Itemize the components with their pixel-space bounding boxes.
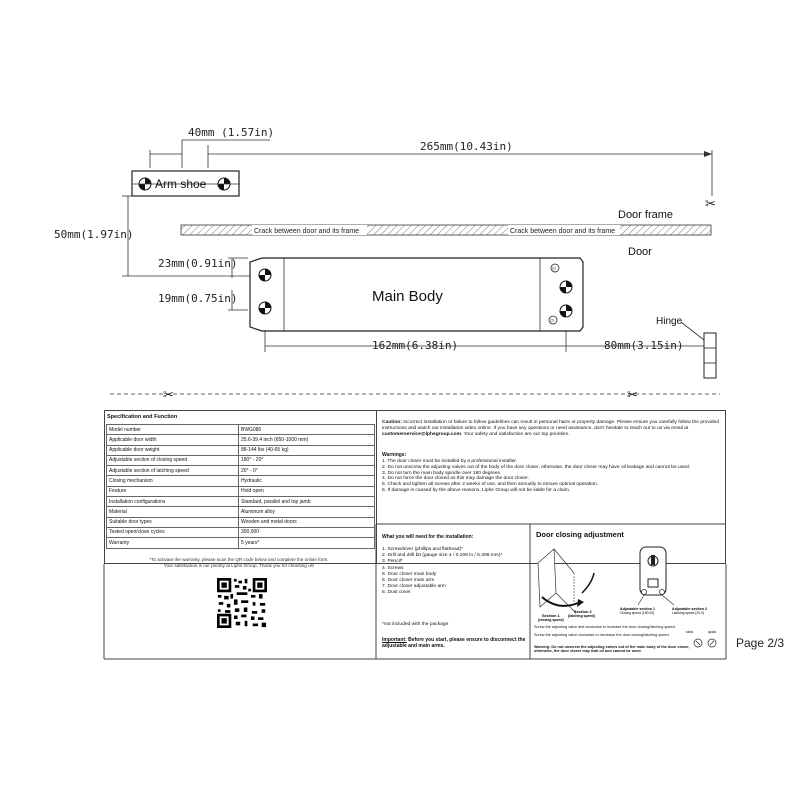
tools-panel: [378, 525, 530, 649]
adjustment-diagram: [534, 543, 724, 623]
cut-line: [110, 387, 720, 400]
spec-value: 88-144 lbs (40-65 kg): [239, 445, 375, 455]
tool-item: 5. Door closer main body: [382, 571, 437, 577]
dimension-23mm: [158, 257, 248, 278]
spec-row: [107, 486, 375, 496]
arm-shoe-label: Arm shoe: [155, 177, 207, 191]
adjustment-line-2: Screw the adjusting valve clockwise to decrease the door closing/latching speed.: [534, 633, 670, 637]
spec-row: [107, 527, 375, 537]
scissors-icon: ✂: [705, 196, 716, 211]
spec-row: [107, 497, 375, 507]
spec-key: Warranty: [107, 538, 239, 548]
main-body: [250, 258, 583, 331]
crack-label-left: Crack between door and its frame: [254, 228, 360, 235]
scissors-icon: ✂: [163, 387, 174, 400]
page-number: Page 2/3: [736, 636, 785, 650]
spec-row: [107, 466, 375, 476]
main-body-label: Main Body: [372, 288, 443, 305]
door-frame-strip: [181, 225, 711, 235]
spec-key: Applicable door width: [107, 435, 239, 445]
svg-text:Section 1: Section 1: [542, 613, 560, 618]
tools-list: [382, 547, 528, 597]
spec-value: Hold open: [239, 486, 375, 496]
spec-row: [107, 507, 375, 517]
warning-item: 2. Do not unscrew the adjusting valves out of the body of the door closer, otherwise, the door closer may have oil leakage and cannot be used.: [382, 464, 691, 470]
svg-text:(closing speed): (closing speed): [538, 618, 564, 622]
door-swing-diagram: [538, 549, 595, 622]
spec-title: Specification and Function: [107, 414, 178, 420]
spec-key: Adjustable section of latching speed: [107, 466, 239, 476]
spec-value: Standard, parallel and top jamb: [239, 497, 375, 507]
dim-40mm-label: 40mm (1.57in): [188, 126, 275, 139]
dim-265mm-label: 265mm(10.43in): [420, 140, 513, 153]
scissors-icon: ✂: [627, 387, 638, 400]
svg-text:⑴: ⑴: [552, 266, 556, 271]
dim-80mm-label: 80mm(3.15in): [604, 339, 684, 352]
spec-value: Hydraulic: [239, 476, 375, 486]
spec-key: Feature: [107, 486, 239, 496]
warranty-note: *To activate the warranty, please scan the QR code below and complete the online form. Your satisfaction is our priority at Liphe Group. Thank you for choosing us!: [149, 557, 329, 568]
adjustment-warning: Warning: Do not unscrew the adjusting valves out of the main body of the door closer, otherwise, the door closer may leak oil and cannot be used.: [534, 645, 690, 654]
valve-icon: [551, 264, 559, 272]
spec-value: 20° - 0°: [239, 466, 375, 476]
adjustment-line-1: Screw the adjusting valve anti-clockwise to increase the door closing/latching speed.: [534, 625, 676, 629]
tool-item: 6. Door closer main arm: [382, 578, 435, 584]
hinge-label: Hinge: [656, 316, 683, 327]
dimension-19mm: [158, 290, 248, 310]
spec-row: [107, 455, 375, 465]
spec-value: 180° - 20°: [239, 455, 375, 465]
dimension-40mm: [150, 126, 274, 168]
svg-text:⑵: ⑵: [550, 318, 554, 323]
tool-item: 1. Screwdriver (phillips and flathead)*: [382, 547, 464, 552]
svg-text:(latching speed): (latching speed): [568, 614, 595, 618]
tools-footnote: *not included with the package: [382, 622, 449, 627]
tool-item: 3. Pencil*: [382, 559, 403, 565]
spec-row: [107, 425, 375, 435]
spec-key: Adjustable section of closing speed: [107, 455, 239, 465]
spec-table: [106, 424, 375, 549]
dimension-162mm: [265, 330, 566, 352]
adjustment-title: Door closing adjustment: [536, 530, 624, 539]
dim-19mm-label: 19mm(0.75in): [158, 292, 238, 305]
spec-row: [107, 517, 375, 527]
spec-panel: [105, 411, 377, 563]
spec-value: 300,000: [239, 527, 375, 537]
svg-text:Adjustable section 1: Adjustable section 1: [620, 607, 655, 611]
spec-row: [107, 476, 375, 486]
door-frame-label: Door frame: [618, 209, 674, 221]
spec-key: Suitable door types: [107, 517, 239, 527]
spec-key: Material: [107, 507, 239, 517]
arm-shoe: [132, 171, 240, 196]
svg-text:Section 2: Section 2: [574, 609, 592, 614]
screw-icon: [259, 302, 271, 314]
spec-value: BWG080: [239, 425, 375, 435]
tool-item: 2. Drill and drill bit (gauge size 4 / 0.209 in / 5.309 mm)*: [382, 553, 503, 559]
closer-end-view: [620, 547, 707, 615]
spec-key: Model number: [107, 425, 239, 435]
svg-text:Adjustable section 2: Adjustable section 2: [672, 607, 707, 611]
tool-item: 7. Door closer adjustable arm: [382, 584, 446, 590]
spec-value: Wooden and metal doors: [239, 517, 375, 527]
crack-label-right: Crack between door and its frame: [510, 228, 616, 235]
spec-row: [107, 538, 375, 548]
warning-item: 1. The door closer must be installed by a professional installer.: [382, 459, 518, 464]
svg-text:Latching speed (20-0): Latching speed (20-0): [672, 611, 705, 615]
dim-50mm-label: 50mm(1.97in): [54, 228, 134, 241]
svg-text:Closing speed (180-20): Closing speed (180-20): [620, 611, 655, 615]
spec-value: 25.6-39.4 inch (650-1000 mm): [239, 435, 375, 445]
screw-icon: [560, 281, 572, 293]
tools-title: What you will need for the installation:: [382, 534, 474, 540]
spec-key: Applicable door weight: [107, 445, 239, 455]
tools-important: Important: Before you start, please ensure to disconnect the adjustable and main arms.: [382, 637, 526, 649]
tool-item: 4. Screws: [382, 565, 404, 571]
warning-item: 3. Do not turn the main body spindle over 180 degrees.: [382, 470, 502, 476]
dim-162mm-label: 162mm(6.38in): [372, 339, 459, 352]
spec-row: [107, 445, 375, 455]
spec-row: [107, 435, 375, 445]
qr-code[interactable]: [217, 578, 267, 628]
svg-text:quick: quick: [708, 630, 717, 634]
spec-key: Installation configurations: [107, 497, 239, 507]
valve-icon: [549, 316, 557, 324]
screw-icon: [259, 269, 271, 281]
screw-icon: [560, 305, 572, 317]
warnings-title: Warnings:: [382, 452, 407, 458]
svg-text:slow: slow: [686, 630, 694, 634]
tool-item: 8. Dust cover: [382, 590, 411, 596]
dimension-80mm: [566, 336, 705, 352]
warning-item: 5. Check and tighten all screws after 2 weeks of use, and then annually to ensure optimal operation.: [382, 482, 599, 488]
dim-23mm-label: 23mm(0.91in): [158, 257, 238, 270]
spec-value: 5 years*: [239, 538, 375, 548]
door-label: Door: [628, 246, 652, 258]
spec-value: Aluminum alloy: [239, 507, 375, 517]
warnings-list: [382, 459, 720, 494]
spec-key: Tested open/close cycles: [107, 527, 239, 537]
warning-item: 4. Do not force the door closed as this may damage the door closer.: [382, 476, 529, 482]
dimension-265mm: [208, 140, 712, 196]
spec-key: Closing mechanism: [107, 476, 239, 486]
caution-text: Caution: Incorrect installation or failure to follow guidelines can result in personal harm or property damage. Please ensure you carefully follow the provided instructions and watch our installation video online. If you have any questions or need assistance, don't hesitate to reach out to us via email at customerservice@lphegroup.com. Your safety and satisfaction are our top priorities.: [382, 420, 720, 437]
warning-item: 6. If damage is caused by the above reasons, Liphe Group will not be liable for a claim.: [382, 487, 571, 493]
